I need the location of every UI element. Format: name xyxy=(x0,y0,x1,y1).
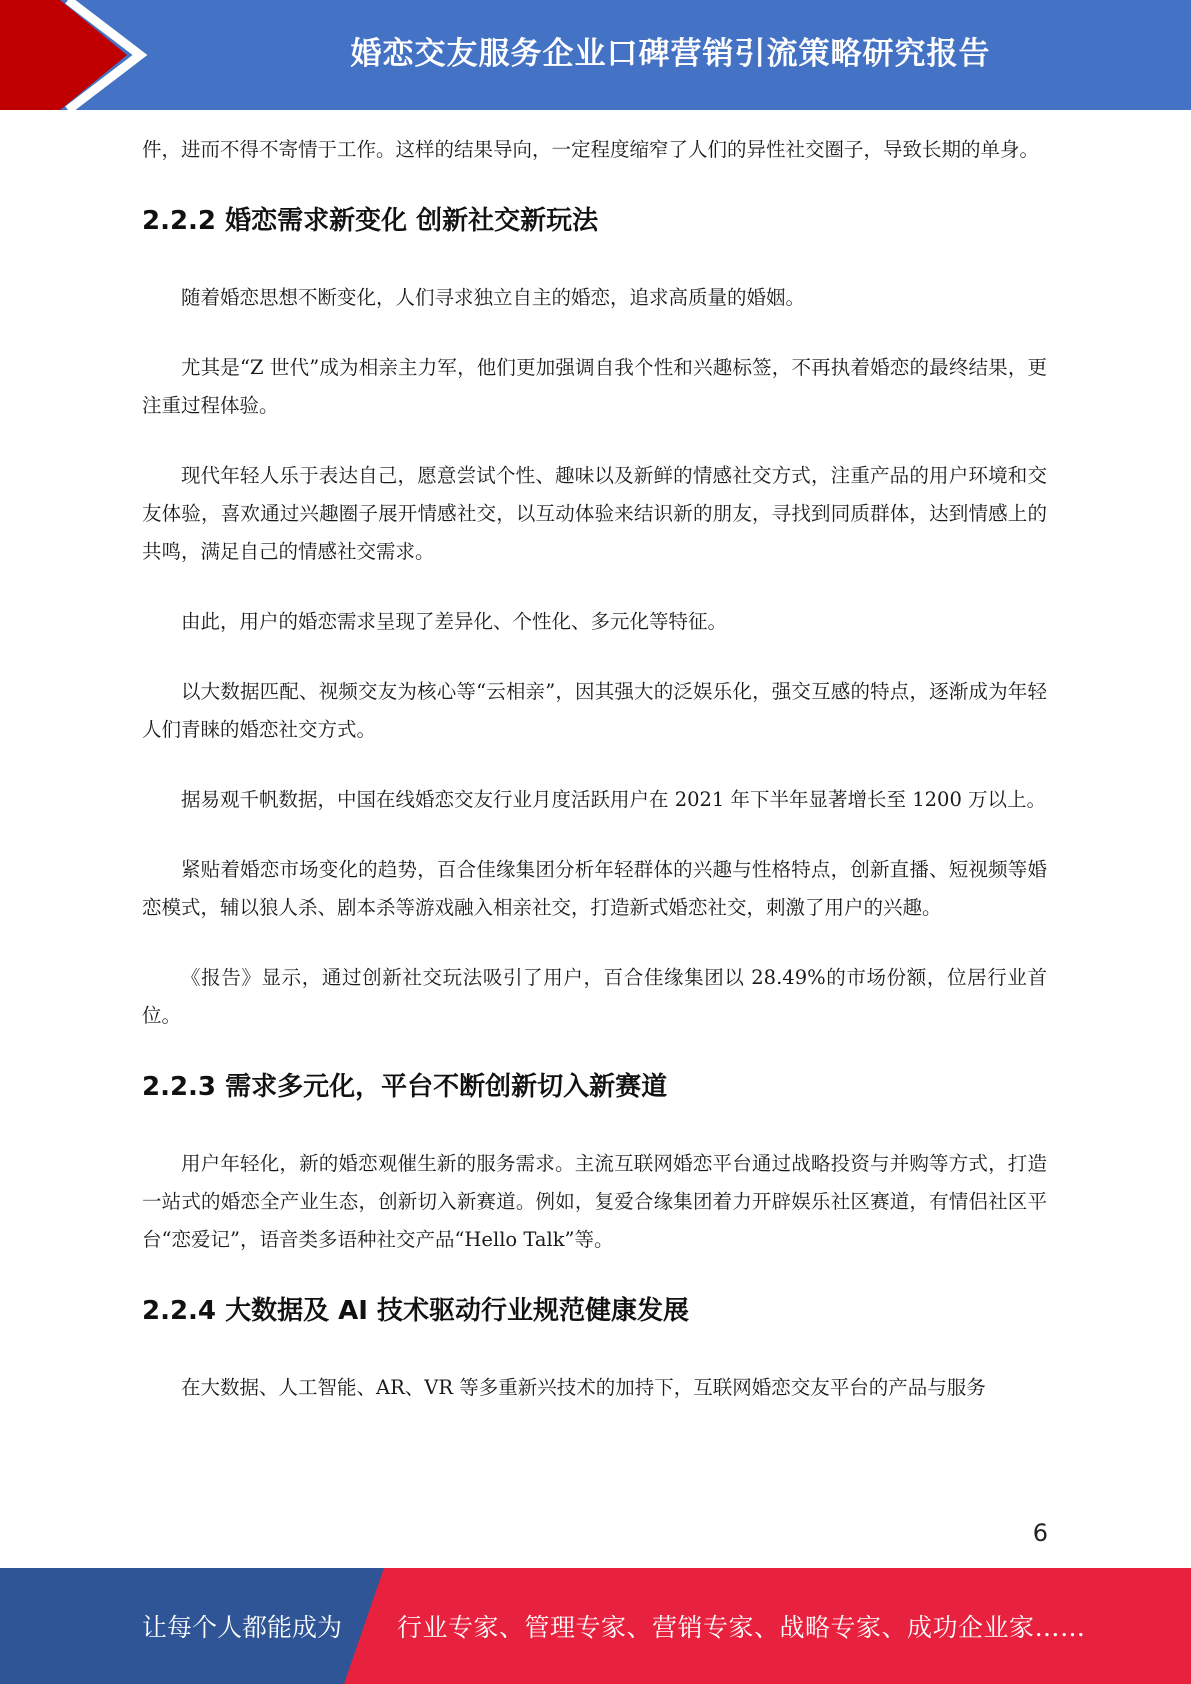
page-footer xyxy=(0,1568,1191,1684)
paragraph: 在大数据、人工智能、AR、VR 等多重新兴技术的加持下，互联网婚恋交友平台的产品与服务 xyxy=(181,1376,986,1399)
paragraph: 随着婚恋思想不断变化，人们寻求独立自主的婚恋，追求高质量的婚姻。 xyxy=(181,286,806,309)
report-title: 婚恋交友服务企业口碑营销引流策略研究报告 xyxy=(350,35,991,72)
paragraph: 紧贴着婚恋市场变化的趋势，百合佳缘集团分析年轻群体的兴趣与性格特点，创新直播、短视频等婚恋模式，辅以狼人杀、剧本杀等游戏融入相亲社交，打造新式婚恋社交，刺激了用户的兴趣。 xyxy=(142,858,1047,919)
page-number: 6 xyxy=(1032,1519,1048,1547)
paragraph-continuation: 件，进而不得不寄情于工作。这样的结果导向，一定程度缩窄了人们的异性社交圈子，导致长期的单身。 xyxy=(142,138,1040,161)
section-heading-2-2-4: 2.2.4 大数据及 AI 技术驱动行业规范健康发展 xyxy=(142,1296,689,1326)
page-header xyxy=(0,0,1191,110)
document-body xyxy=(142,131,1047,1439)
paragraph: 由此，用户的婚恋需求呈现了差异化、个性化、多元化等特征。 xyxy=(181,610,728,633)
footer-slogan-right: 行业专家、管理专家、营销专家、战略专家、成功企业家…… xyxy=(397,1613,1086,1642)
paragraph: 现代年轻人乐于表达自己，愿意尝试个性、趣味以及新鲜的情感社交方式，注重产品的用户环境和交友体验，喜欢通过兴趣圈子展开情感社交，以互动体验来结识新的朋友，寻找到同质群体，达到情感上的共鸣，满足自己的情感社交需求。 xyxy=(142,464,1047,563)
paragraph: 尤其是“Z 世代”成为相亲主力军，他们更加强调自我个性和兴趣标签，不再执着婚恋的最终结果，更注重过程体验。 xyxy=(142,356,1047,417)
section-heading-2-2-2: 2.2.2 婚恋需求新变化 创新社交新玩法 xyxy=(142,206,599,236)
section-heading-2-2-3: 2.2.3 需求多元化，平台不断创新切入新赛道 xyxy=(142,1072,668,1102)
paragraph: 用户年轻化，新的婚恋观催生新的服务需求。主流互联网婚恋平台通过战略投资与并购等方式，打造一站式的婚恋全产业生态，创新切入新赛道。例如，复爱合缘集团着力开辟娱乐社区赛道，有情侣社区平台“恋爱记”，语音类多语种社交产品“Hello Talk”等。 xyxy=(142,1152,1047,1251)
paragraph: 以大数据匹配、视频交友为核心等“云相亲”，因其强大的泛娱乐化，强交互感的特点，逐渐成为年轻人们青睐的婚恋社交方式。 xyxy=(142,680,1047,741)
paragraph: 据易观千帆数据，中国在线婚恋交友行业月度活跃用户在 2021 年下半年显著增长至 1200 万以上。 xyxy=(181,788,1047,811)
footer-slogan-left: 让每个人都能成为 xyxy=(142,1613,343,1642)
paragraph: 《报告》显示，通过创新社交玩法吸引了用户，百合佳缘集团以 28.49%的市场份额，位居行业首位。 xyxy=(142,966,1047,1027)
